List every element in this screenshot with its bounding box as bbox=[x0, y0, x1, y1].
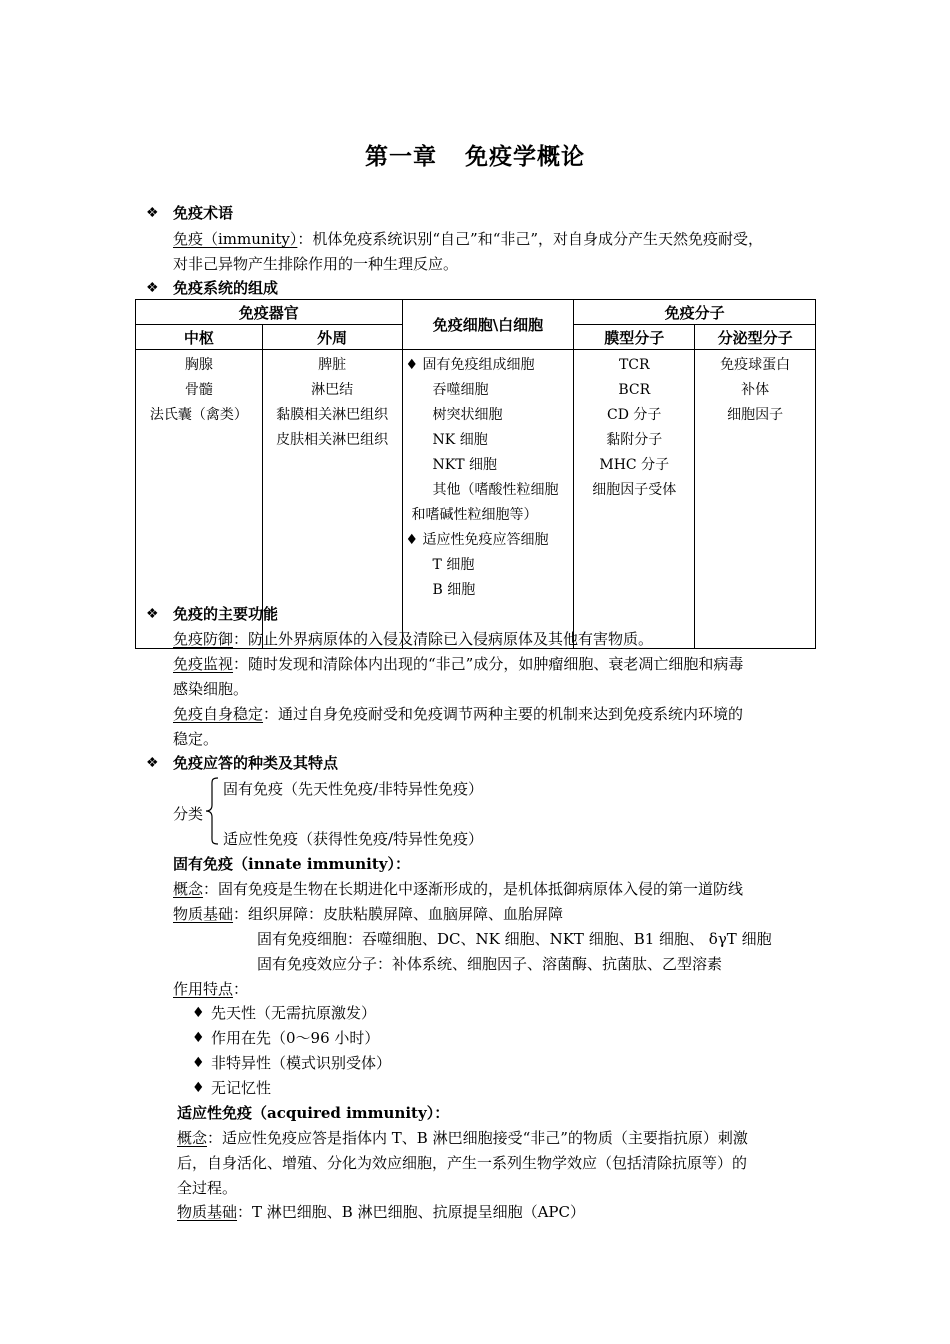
chapter-name: 免疫学概论 bbox=[465, 143, 585, 170]
list-item: 吞噬细胞 bbox=[432, 382, 489, 398]
function-defense: 免疫防御：防止外界病原体的入侵及清除已入侵病原体及其他有害物质。 bbox=[173, 630, 654, 648]
list-item: ♦ 固有免疫组成细胞 bbox=[405, 357, 535, 373]
list-item: NK 细胞 bbox=[432, 432, 488, 448]
list-item: 细胞因子受体 bbox=[592, 482, 677, 498]
header-organs: 免疫器官 bbox=[136, 300, 403, 325]
adaptive-concept-line1: 概念：适应性免疫应答是指体内 T、B 淋巴细胞接受“非己”的物质（主要指抗原）刺激 bbox=[177, 1129, 748, 1147]
section-heading-terms: 免疫术语 bbox=[173, 204, 234, 222]
list-item: 胸腺 bbox=[184, 357, 213, 373]
list-item: B 细胞 bbox=[432, 582, 476, 598]
list-item: NKT 细胞 bbox=[432, 457, 498, 473]
function-surveillance-line2: 感染细胞。 bbox=[173, 680, 249, 698]
list-item: 淋巴结 bbox=[311, 382, 354, 398]
adaptive-heading: 适应性免疫（acquired immunity）： bbox=[177, 1104, 450, 1122]
header-secreted: 分泌型分子 bbox=[695, 325, 816, 350]
header-peripheral: 外周 bbox=[262, 325, 402, 350]
list-item: 细胞因子 bbox=[727, 407, 784, 423]
diamond-bullet-icon: ♦ bbox=[192, 1030, 205, 1046]
list-item: 先天性（无需抗原激发） bbox=[211, 1004, 377, 1022]
function-homeostasis-line2: 稳定。 bbox=[173, 730, 219, 748]
list-item: MHC 分子 bbox=[599, 457, 670, 473]
innate-concept: 概念：固有免疫是生物在长期进化中逐渐形成的，是机体抵御病原体入侵的第一道防线 bbox=[173, 880, 744, 898]
adaptive-concept-line2: 后，自身活化、增殖、分化为效应细胞，产生一系列生物学效应（包括清除抗原等）的 bbox=[177, 1154, 748, 1172]
list-item: 无记忆性 bbox=[211, 1079, 272, 1097]
innate-basis-line2: 固有免疫细胞：吞噬细胞、DC、NK 细胞、NKT 细胞、B1 细胞、 δγT 细胞 bbox=[257, 930, 772, 948]
diamond-bullet-icon: ❖ bbox=[146, 205, 159, 221]
innate-basis-line1: 物质基础：组织屏障：皮肤粘膜屏障、血脑屏障、血胎屏障 bbox=[173, 905, 564, 923]
diamond-bullet-icon: ♦ bbox=[192, 1055, 205, 1071]
immunity-definition-line1: 免疫（immunity）：机体免疫系统识别“自己”和“非己”，对自身成分产生天然免疫耐受， bbox=[173, 230, 764, 248]
immunity-term: 免疫（immunity） bbox=[173, 230, 298, 248]
immune-cells-cell bbox=[402, 350, 574, 649]
list-item: 非特异性（模式识别受体） bbox=[211, 1054, 392, 1072]
list-item: 补体 bbox=[741, 382, 770, 398]
header-molecules: 免疫分子 bbox=[574, 300, 816, 325]
diamond-bullet-icon: ♦ bbox=[192, 1080, 205, 1096]
page-title bbox=[0, 138, 950, 171]
diamond-bullet-icon: ❖ bbox=[146, 755, 159, 771]
list-item: 作用在先（0～96 小时） bbox=[211, 1029, 380, 1047]
list-item: 骨髓 bbox=[184, 382, 213, 398]
list-item: 免疫球蛋白 bbox=[720, 357, 791, 373]
diamond-bullet-icon: ♦ bbox=[192, 1005, 205, 1021]
secreted-molecules-cell bbox=[695, 350, 816, 649]
adaptive-concept-line3: 全过程。 bbox=[177, 1179, 238, 1197]
membrane-molecules-cell bbox=[574, 350, 695, 649]
innate-heading: 固有免疫（innate immunity）： bbox=[173, 855, 411, 873]
class-adaptive: 适应性免疫（获得性免疫/特异性免疫） bbox=[223, 830, 484, 848]
list-item: 黏附分子 bbox=[606, 432, 663, 448]
list-item: 法氏囊（禽类） bbox=[149, 407, 248, 423]
class-innate: 固有免疫（先天性免疫/非特异性免疫） bbox=[223, 780, 484, 798]
header-cells: 免疫细胞\白细胞 bbox=[402, 300, 574, 350]
list-item: 黏膜相关淋巴组织 bbox=[276, 407, 389, 423]
function-homeostasis-line1: 免疫自身稳定：通过自身免疫耐受和免疫调节两种主要的机制来达到免疫系统内环境的 bbox=[173, 705, 744, 723]
list-item: T 细胞 bbox=[432, 557, 475, 573]
section-heading-composition: 免疫系统的组成 bbox=[173, 279, 279, 297]
list-item: 其他（嗜酸性粒细胞 bbox=[432, 482, 559, 498]
list-item: 树突状细胞 bbox=[432, 407, 503, 423]
diamond-bullet-icon: ❖ bbox=[146, 606, 159, 622]
class-label: 分类 bbox=[173, 805, 204, 823]
section-heading-functions: 免疫的主要功能 bbox=[173, 605, 279, 623]
list-item: ♦ 适应性免疫应答细胞 bbox=[405, 532, 549, 548]
immune-system-table bbox=[135, 299, 816, 649]
section-heading-response-types: 免疫应答的种类及其特点 bbox=[173, 754, 339, 772]
curly-brace-icon bbox=[205, 777, 219, 845]
chapter-number: 第一章 bbox=[365, 143, 437, 170]
function-surveillance-line1: 免疫监视：随时发现和清除体内出现的“非己”成分，如肿瘤细胞、衰老凋亡细胞和病毒 bbox=[173, 655, 744, 673]
innate-basis-line3: 固有免疫效应分子：补体系统、细胞因子、溶菌酶、抗菌肽、乙型溶素 bbox=[257, 955, 723, 973]
list-item: BCR bbox=[618, 382, 651, 398]
list-item: TCR bbox=[618, 357, 650, 373]
list-item: 脾脏 bbox=[318, 357, 347, 373]
list-item: 皮肤相关淋巴组织 bbox=[276, 432, 389, 448]
immunity-definition-line2: 对非己异物产生排除作用的一种生理反应。 bbox=[173, 255, 459, 273]
peripheral-organs-cell bbox=[262, 350, 402, 649]
list-item: CD 分子 bbox=[607, 407, 662, 423]
innate-features-heading: 作用特点： bbox=[173, 980, 249, 998]
list-item: 和嗜碱性粒细胞等） bbox=[411, 507, 538, 523]
adaptive-basis: 物质基础：T 淋巴细胞、B 淋巴细胞、抗原提呈细胞（APC） bbox=[177, 1203, 585, 1221]
diamond-bullet-icon: ❖ bbox=[146, 280, 159, 296]
header-membrane: 膜型分子 bbox=[574, 325, 695, 350]
header-central: 中枢 bbox=[136, 325, 263, 350]
